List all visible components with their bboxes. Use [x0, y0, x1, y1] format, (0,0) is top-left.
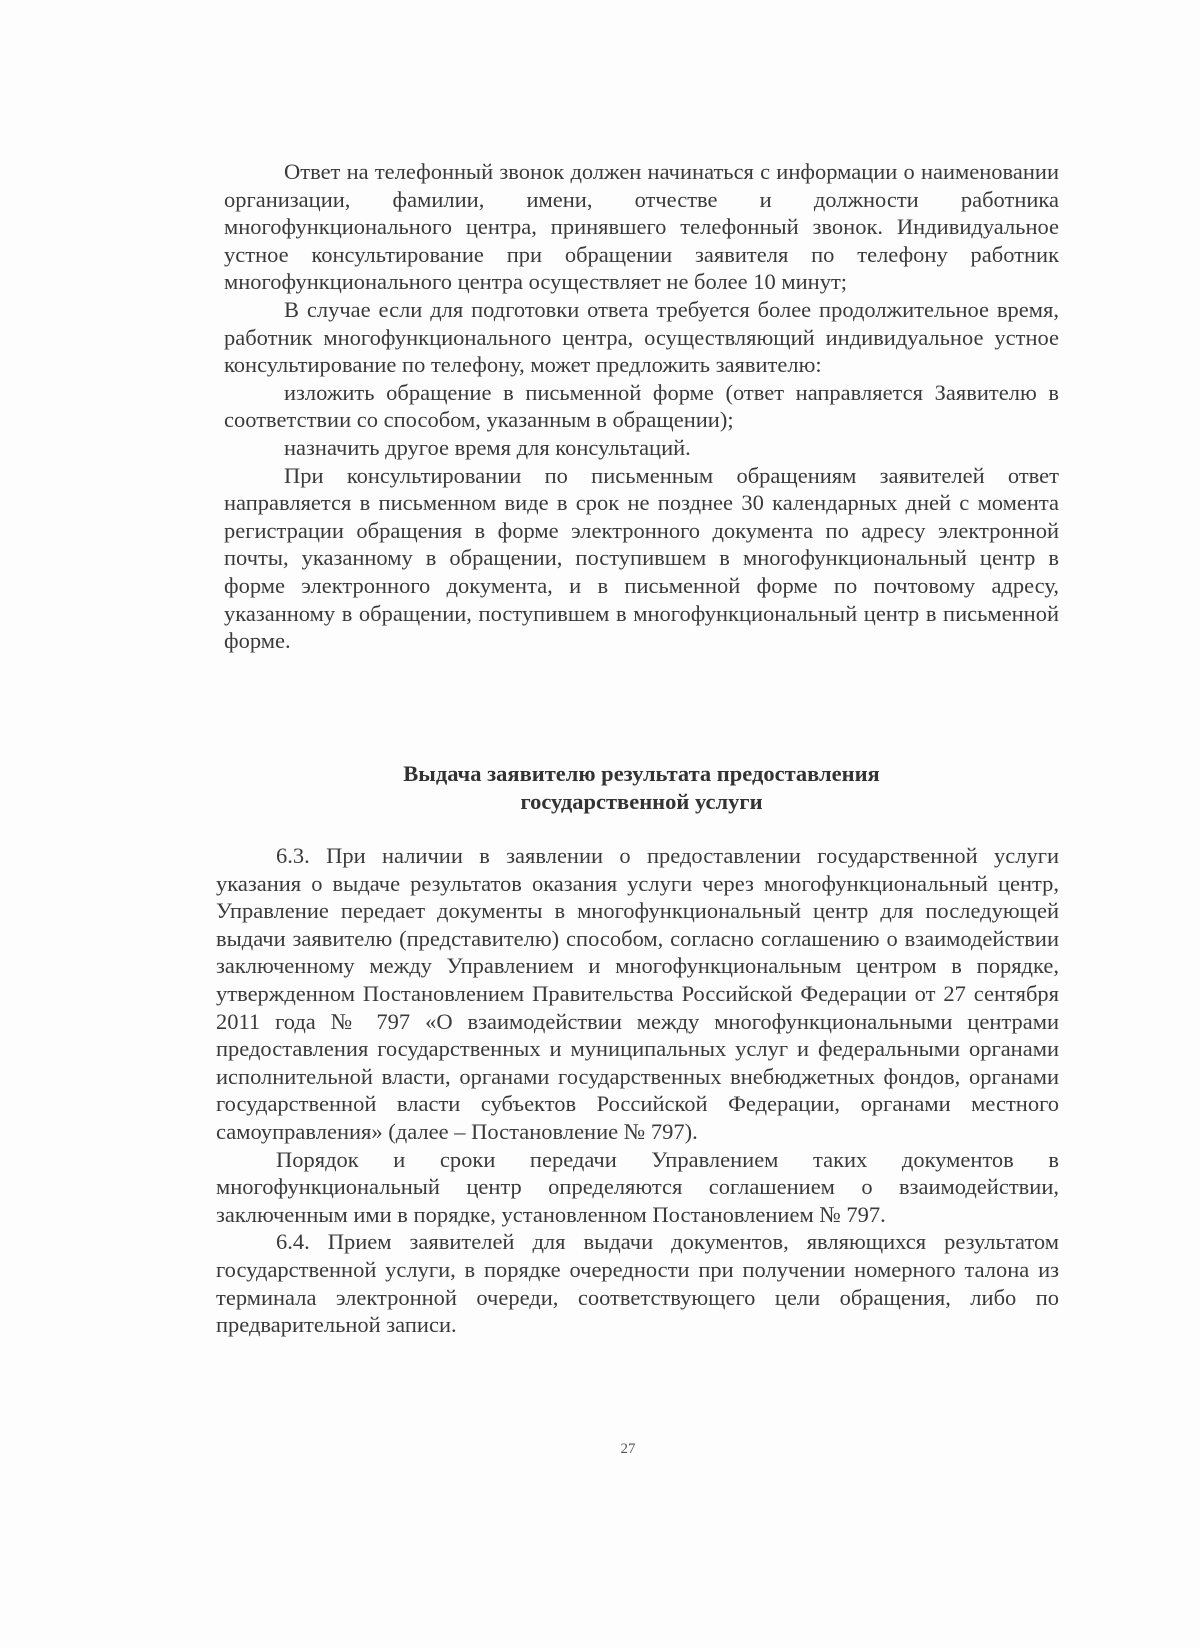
section-body-bottom [216, 842, 1059, 1339]
paragraph-6-4: 6.4. Прием заявителей для выдачи документов, являющихся результатом государственной услуги, в порядке очередности при получении номерного талона из терминала электронной очереди, соответствующего цели обращения, либо по предварительной записи. [216, 1229, 1059, 1338]
paragraph-longer-time: В случае если для подготовки ответа требуется более продолжительное время, работник многофункционального центра, осуществляющий индивидуальное устное консультирование по телефону, может предложить заявителю: [224, 296, 1059, 378]
page-number: 27 [620, 1441, 636, 1457]
section-body-top [224, 158, 1059, 655]
paragraph-transfer-order: Порядок и сроки передачи Управлением таких документов в многофункциональный центр определяются соглашением о взаимодействии, заключенным ими в порядке, установленном Постановлением № 797. [216, 1146, 1059, 1227]
paragraph-written-requests: При консультировании по письменным обращениям заявителей ответ направляется в письменном виде в срок не позднее 30 календарных дней с момента регистрации обращения в форме электронного документа по адресу электронной почты, указанному в обращении, поступившем в многофункциональный центр в форме электронного документа, и в письменной форме по почтовому адресу, указанному в обращении, поступившем в многофункциональный центр в письменной форме. [224, 462, 1059, 654]
section-heading [224, 760, 1059, 815]
paragraph-6-3: 6.3. При наличии в заявлении о предоставлении государственной услуги указания о выдаче результатов оказания услуги через многофункциональный центр, Управление передает документы в многофункциональный центр для последующей выдачи заявителю (представителю) способом, согласно соглашению о взаимодействии заключенному между Управлением и многофункциональным центром в порядке, утвержденном Постановлением Правительства Российской Федерации от 27 сентября 2011 года № 797 «О взаимодействии между многофункциональными центрами предоставления государственных и муниципальных услуг и федеральными органами исполнительной власти, органами государственных внебюджетных фондов, органами государственной власти субъектов Российской Федерации, органами местного самоуправления» (далее – Постановление № 797). [216, 843, 1059, 1144]
section-heading-line-2: государственной услуги [520, 788, 763, 814]
paragraph-other-time: назначить другое время для консультаций. [284, 434, 691, 460]
paragraph-phone-answer: Ответ на телефонный звонок должен начинаться с информации о наименовании организации, фамилии, имени, отчестве и должности работника многофункционального центра, принявшего телефонный звонок. Индивидуальное устное консультирование при обращении заявителя по телефону работник многофункционального центра осуществляет не более 10 минут; [224, 159, 1059, 295]
paragraph-written-option: изложить обращение в письменной форме (ответ направляется Заявителю в соответствии со способом, указанным в обращении); [224, 379, 1059, 433]
section-heading-line-1: Выдача заявителю результата предоставления [403, 761, 880, 786]
